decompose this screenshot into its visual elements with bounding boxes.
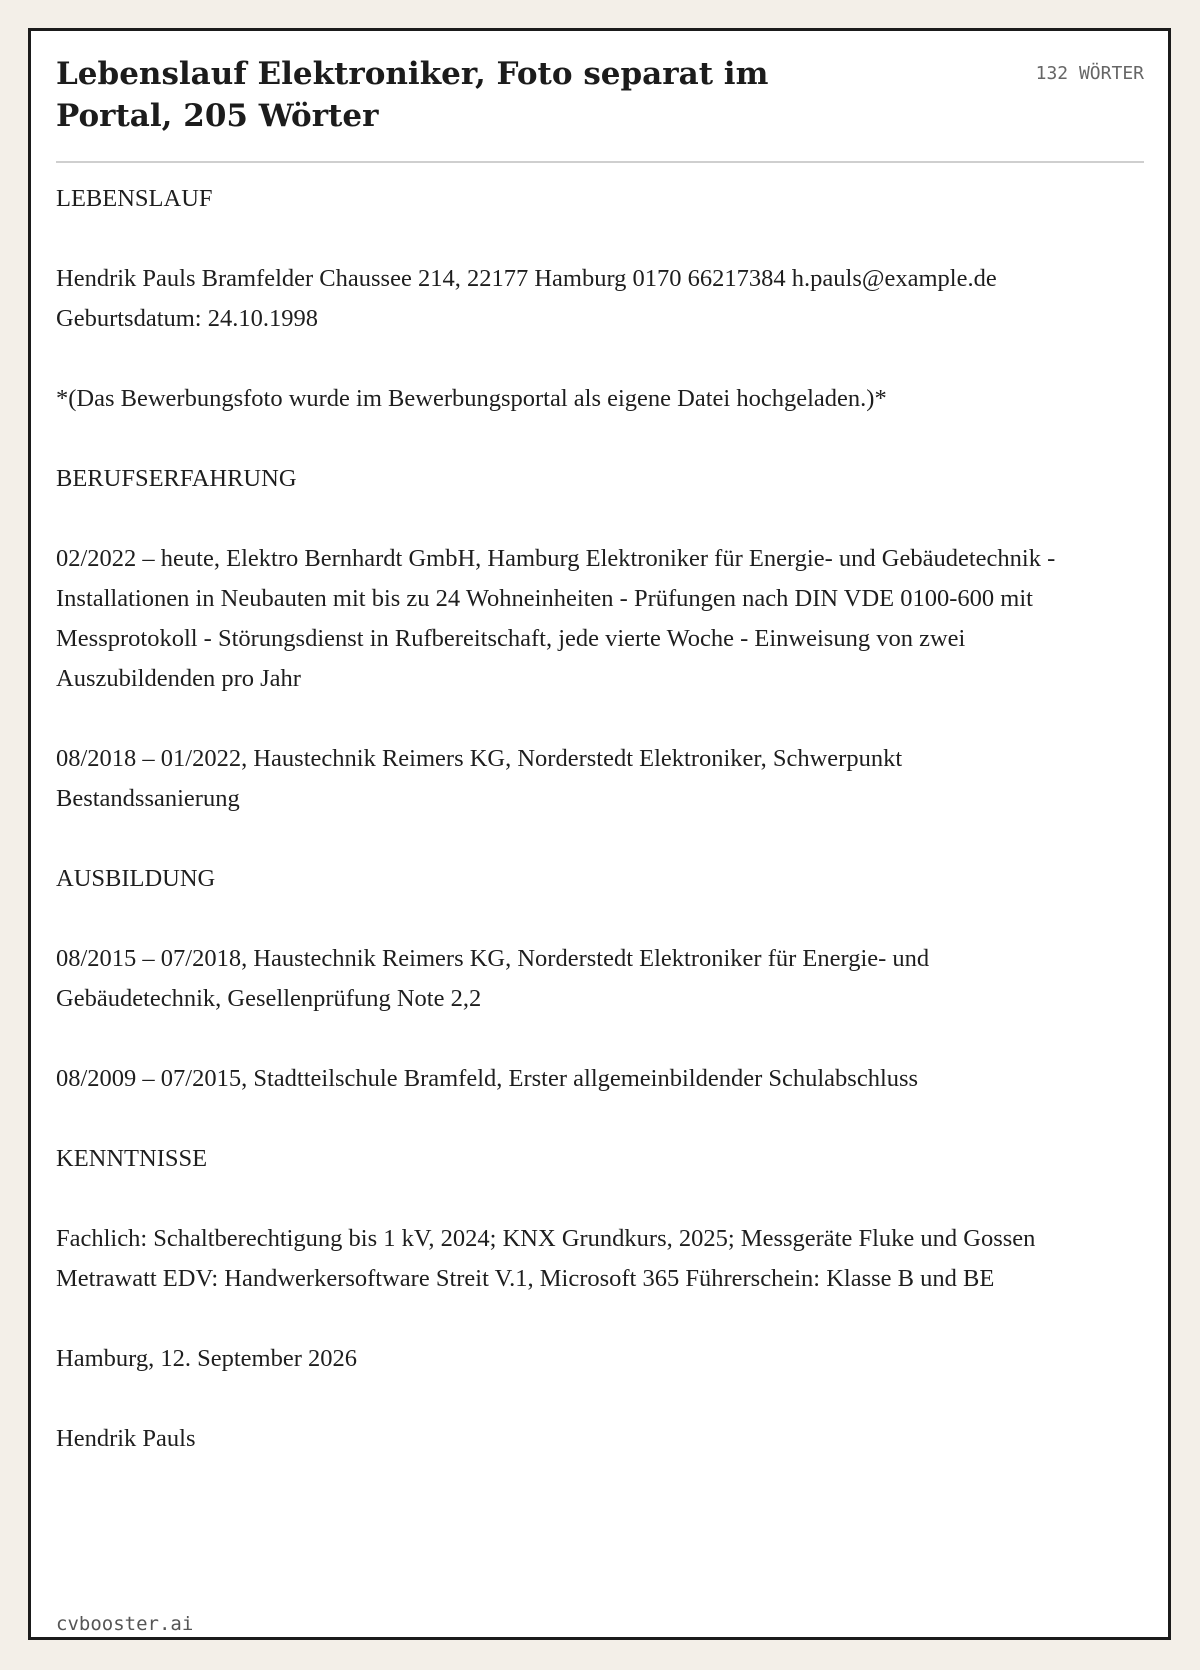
document-body xyxy=(56,163,1066,1459)
signature-name: Hendrik Pauls xyxy=(56,1425,196,1452)
education-entry: 08/2009 – 07/2015, Stadtteilschule Bramfeld, Erster allgemeinbildender Schulabschluss xyxy=(56,1065,919,1092)
document-title: Lebenslauf Elektroniker, Foto separat im Portal, 205 Wörter xyxy=(56,56,769,134)
photo-note: *(Das Bewerbungsfoto wurde im Bewerbungsportal als eigene Datei hochgeladen.)* xyxy=(56,385,887,412)
word-count-label: 132 WÖRTER xyxy=(1035,63,1144,84)
document-header xyxy=(56,53,1144,163)
section-heading-lebenslauf: LEBENSLAUF xyxy=(56,185,213,212)
contact-details: Hendrik Pauls Bramfelder Chaussee 214, 22177 Hamburg 0170 66217384 h.pauls@example.de Geburtsdatum: 24.10.1998 xyxy=(56,265,997,332)
section-heading-kenntnisse: KENNTNISSE xyxy=(56,1145,208,1172)
skills-details: Fachlich: Schaltberechtigung bis 1 kV, 2024; KNX Grundkurs, 2025; Messgeräte Fluke und Gossen Metrawatt EDV: Handwerkersoftware Streit V.1, Microsoft 365 Führerschein: Klasse B und BE xyxy=(56,1225,1036,1292)
experience-entry: 08/2018 – 01/2022, Haustechnik Reimers KG, Norderstedt Elektroniker, Schwerpunkt Bestandssanierung xyxy=(56,745,903,812)
place-date: Hamburg, 12. September 2026 xyxy=(56,1345,357,1372)
brand-footer: cvbooster.ai xyxy=(56,1613,194,1635)
section-heading-berufserfahrung: BERUFSERFAHRUNG xyxy=(56,465,297,492)
education-entry: 08/2015 – 07/2018, Haustechnik Reimers KG, Norderstedt Elektroniker für Energie- und Gebäudetechnik, Gesellenprüfung Note 2,2 xyxy=(56,945,930,1012)
section-heading-ausbildung: AUSBILDUNG xyxy=(56,865,216,892)
document-card xyxy=(28,28,1171,1640)
experience-entry: 02/2022 – heute, Elektro Bernhardt GmbH, Hamburg Elektroniker für Energie- und Gebäudetechnik - Installationen in Neubauten mit bis zu 24 Wohneinheiten - Prüfungen nach DIN VDE 0100-600 mit Messprotokoll - Störungsdienst in Rufbereitschaft, jede vierte Woche - Einweisung von zwei Auszubildenden pro Jahr xyxy=(56,545,1056,692)
